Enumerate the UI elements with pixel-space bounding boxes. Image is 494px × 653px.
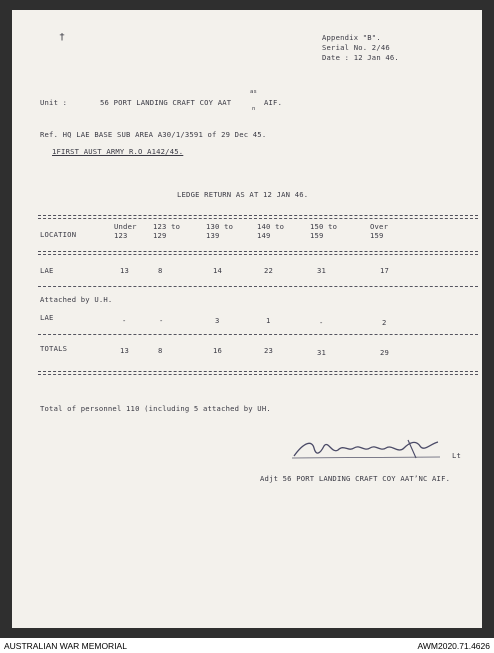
totals-value: 23 bbox=[264, 346, 274, 355]
signature-block: Adjt 56 PORT LANDING CRAFT COY AAT’NC AIF. bbox=[260, 474, 451, 483]
table-rule-mid bbox=[38, 286, 478, 287]
column-header-line: 139 bbox=[206, 231, 220, 240]
totals-label: TOTALS bbox=[40, 344, 68, 353]
table-rule-bottom-2 bbox=[38, 374, 478, 375]
archive-reference: AWM2020.71.4626 bbox=[417, 641, 490, 651]
attached-location: LAE bbox=[40, 313, 54, 322]
row-value: 17 bbox=[380, 266, 390, 275]
column-header-line: 159 bbox=[310, 231, 324, 240]
totals-value: 13 bbox=[120, 346, 130, 355]
unit-label: Unit : bbox=[40, 98, 68, 107]
row-location: LAE bbox=[40, 266, 54, 275]
column-header-130-139 bbox=[206, 222, 233, 240]
archive-footer bbox=[0, 638, 494, 653]
column-header-line: 150 to bbox=[310, 222, 338, 231]
row-value: 13 bbox=[120, 266, 130, 275]
totals-value: 29 bbox=[380, 348, 390, 357]
totals-value: 8 bbox=[158, 346, 163, 355]
attached-value: - bbox=[122, 316, 127, 325]
unit-superscript: as bbox=[250, 89, 258, 95]
appendix-label: Appendix "B". bbox=[322, 33, 381, 42]
unit-subscript: n bbox=[252, 106, 256, 112]
attached-label: Attached by U.H. bbox=[40, 295, 113, 304]
table-rule-totals bbox=[38, 334, 478, 335]
row-value: 22 bbox=[264, 266, 274, 275]
attached-value: 2 bbox=[382, 318, 387, 327]
document-page bbox=[12, 10, 482, 628]
column-header-over-159 bbox=[370, 222, 388, 240]
attached-value: 1 bbox=[266, 316, 271, 325]
row-value: 31 bbox=[317, 266, 327, 275]
column-header-140-149 bbox=[257, 222, 284, 240]
column-header-location: LOCATION bbox=[40, 230, 77, 239]
column-header-line: 123 to bbox=[153, 222, 181, 231]
table-rule-header bbox=[38, 251, 478, 252]
row-value: 8 bbox=[158, 266, 163, 275]
column-header-line: 129 bbox=[153, 231, 167, 240]
column-header-150-159 bbox=[310, 222, 337, 240]
table-rule-header-2 bbox=[38, 254, 478, 255]
attached-value: - bbox=[319, 318, 324, 327]
column-header-under-123 bbox=[114, 222, 137, 240]
column-header-line: 149 bbox=[257, 231, 271, 240]
totals-value: 31 bbox=[317, 348, 327, 357]
unit-tail: AIF. bbox=[264, 98, 283, 107]
attached-value: - bbox=[159, 316, 164, 325]
signature-rank: Lt bbox=[452, 451, 462, 460]
table-title: LEDGE RETURN AS AT 12 JAN 46. bbox=[177, 190, 309, 199]
table-rule-top-2 bbox=[38, 218, 478, 219]
column-header-line: 123 bbox=[114, 231, 128, 240]
reference-line-2: 1FIRST AUST ARMY R.O A142/45. bbox=[52, 147, 184, 156]
totals-value: 16 bbox=[213, 346, 223, 355]
column-header-line: 159 bbox=[370, 231, 384, 240]
reference-line: Ref. HQ LAE BASE SUB AREA A30/1/3591 of 29 Dec 45. bbox=[40, 130, 267, 139]
column-header-123-129 bbox=[153, 222, 180, 240]
column-header-line: Under bbox=[114, 222, 137, 231]
serial-number: Serial No. 2/46 bbox=[322, 43, 390, 52]
unit-value: 56 PORT LANDING CRAFT COY AAT bbox=[100, 98, 232, 107]
handwritten-mark: † bbox=[59, 32, 66, 43]
table-rule-bottom bbox=[38, 371, 478, 372]
column-header-line: 140 to bbox=[257, 222, 285, 231]
archive-name: AUSTRALIAN WAR MEMORIAL bbox=[4, 641, 127, 651]
signature bbox=[290, 436, 450, 462]
document-date: Date : 12 Jan 46. bbox=[322, 53, 399, 62]
attached-value: 3 bbox=[215, 316, 220, 325]
table-rule-top bbox=[38, 215, 478, 216]
column-header-line: 130 to bbox=[206, 222, 234, 231]
row-value: 14 bbox=[213, 266, 223, 275]
column-header-line: Over bbox=[370, 222, 389, 231]
total-personnel: Total of personnel 110 (including 5 attached by UH. bbox=[40, 404, 271, 413]
